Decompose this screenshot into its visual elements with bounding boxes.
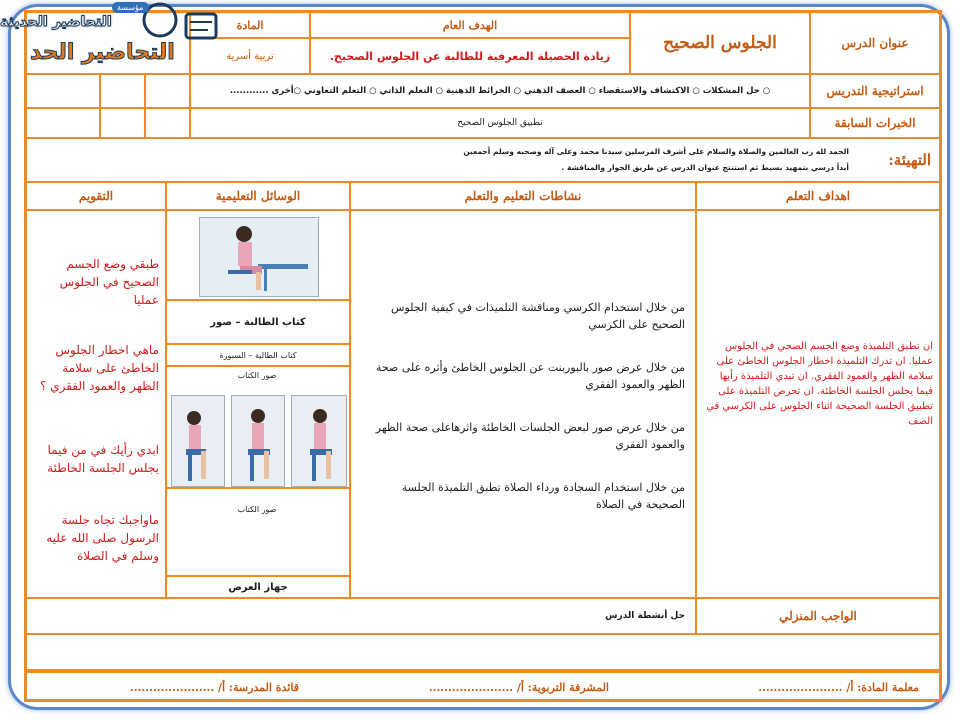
activity-item: من خلال استخدام السجادة ورداء الصلاة تطبق التلميذة الجلسة الصحيحة في الصلاة xyxy=(401,481,685,511)
spacer-row xyxy=(26,634,940,670)
lesson-title-value: الجلوس الصحيح xyxy=(630,12,810,74)
aid-image-cell xyxy=(166,210,350,300)
aid-book-photos-cell xyxy=(166,366,350,488)
principal-signature: قائدة المدرسة: أ/ ...................... xyxy=(129,681,299,694)
strategy-options: ○ حل المشكلات ○ الاكتشاف والاستقصاء ○ العصف الذهني ○ الخرائط الذهنية ○ التعلم الذاتي ○ التعلم التعاوني ○أخرى ............ xyxy=(190,74,810,108)
evaluation-item: ابدي رأيك في من فيما يجلس الجلسة الخاطئة xyxy=(47,443,159,475)
empty-cell xyxy=(145,108,190,138)
intro-line-1: الحمد لله رب العالمين والصلاة والسلام على أشرف المرسلين سيدنا محمد وعلى آله وصحبه وسلم أجمعين xyxy=(463,147,849,156)
brand-logo xyxy=(0,0,220,70)
lesson-title-label: عنوان الدرس xyxy=(810,12,940,74)
activity-item: من خلال عرض صور بالبوربنت عن الجلوس الخاطئ وأثره على صحة الظهر والعمود الفقري xyxy=(375,361,685,391)
homework-value: حل أنشطة الدرس xyxy=(26,598,696,634)
strategy-label: استراتيجية التدريس xyxy=(810,74,940,108)
intro-row xyxy=(26,138,940,182)
aid-book-images-cell xyxy=(166,488,350,576)
subject-value: تربية أسرية xyxy=(190,38,310,74)
logo-badge: مؤسسة xyxy=(112,2,149,13)
supervisor-signature: المشرفة التربوية: أ/ ...................... xyxy=(428,681,609,694)
col-header-objectives: اهداف التعلم xyxy=(696,182,940,210)
empty-cell xyxy=(100,108,145,138)
aid-book-photos-label: صور الكتاب xyxy=(237,371,277,380)
girl-sitting-photo xyxy=(199,217,319,297)
aid-book-images-2: صور الكتاب xyxy=(237,505,277,514)
aid-projector: جهاز العرض xyxy=(166,576,350,598)
posture-photo-3 xyxy=(291,395,347,487)
signatures-row xyxy=(26,670,940,700)
intro-label: التهيئة: xyxy=(888,151,931,169)
intro-line-2: أبدأ درسي بتمهيد بسيط ثم استنتج عنوان الدرس عن طريق الحوار والمناقشة . xyxy=(561,163,849,172)
objectives-cell xyxy=(696,210,940,598)
teacher-signature: معلمة المادة: أ/ ...................... xyxy=(758,681,919,694)
col-header-evaluation: التقويم xyxy=(26,182,166,210)
empty-cell xyxy=(26,74,100,108)
evaluation-item: ماهي اخطار الجلوس الخاطئ على سلامة الظهر والعمود الفقري ؟ xyxy=(40,343,159,393)
prior-knowledge-label: الخبرات السابقة xyxy=(810,108,940,138)
aid-book-images: كتاب الطالبة – صور xyxy=(166,300,350,344)
lesson-plan-sheet xyxy=(24,10,942,702)
logo-top-text: التحاضير الحديثة xyxy=(0,14,112,30)
activities-cell xyxy=(350,210,696,598)
evaluation-item: طبقي وضع الجسم الصحيح في الجلوس عمليا xyxy=(59,257,159,307)
col-header-activities: نشاطات التعليم والتعلم xyxy=(350,182,696,210)
objectives-text: ان تطبق التلميذة وضع الجسم الصحي في الجلوس عمليا. ان تدرك التلميذة اخطار الجلوس الخاطئ على سلامة الظهر والعمود الفقري. ان تبدي التلميذة رأيها فيما يجلس الجلسة الخاطئة. ان تحرص التلميذة على تطبيق الجلسة الصحيحة اثناء الجلوس على الكرسي في الصف xyxy=(706,341,933,427)
posture-photo-1 xyxy=(171,395,225,487)
homework-label: الواجب المنزلي xyxy=(696,598,940,634)
activity-item: من خلال استخدام الكرسي ومناقشة التلميذات في كيفية الجلوس الصحيح على الكرسي xyxy=(391,301,685,331)
general-goal-value: زيادة الحصيلة المعرفية للطالبة عن الجلوس الصحيح. xyxy=(310,38,630,74)
empty-cell xyxy=(26,108,100,138)
activity-item: من خلال عرض صور لبعض الجلسات الخاطئة واثرهاعلى صحة الظهر والعمود الفقري xyxy=(375,421,685,451)
evaluation-cell xyxy=(26,210,166,598)
evaluation-item: ماواجبك تجاه جلسة الرسول صلى الله عليه وسلم في الصلاة xyxy=(46,513,159,563)
subject-label: المادة xyxy=(190,12,310,38)
empty-cell xyxy=(145,74,190,108)
posture-photo-2 xyxy=(231,395,285,487)
general-goal-label: الهدف العام xyxy=(310,12,630,38)
prior-knowledge-value: تطبيق الجلوس الصحيح xyxy=(190,108,810,138)
girl-sitting-illustration xyxy=(200,218,318,296)
col-header-aids: الوسائل التعليمية xyxy=(166,182,350,210)
aid-book-board: كتاب الطالبة – السبورة xyxy=(166,344,350,366)
logo-big-text: التحاضير الحد xyxy=(30,40,175,65)
empty-cell xyxy=(100,74,145,108)
